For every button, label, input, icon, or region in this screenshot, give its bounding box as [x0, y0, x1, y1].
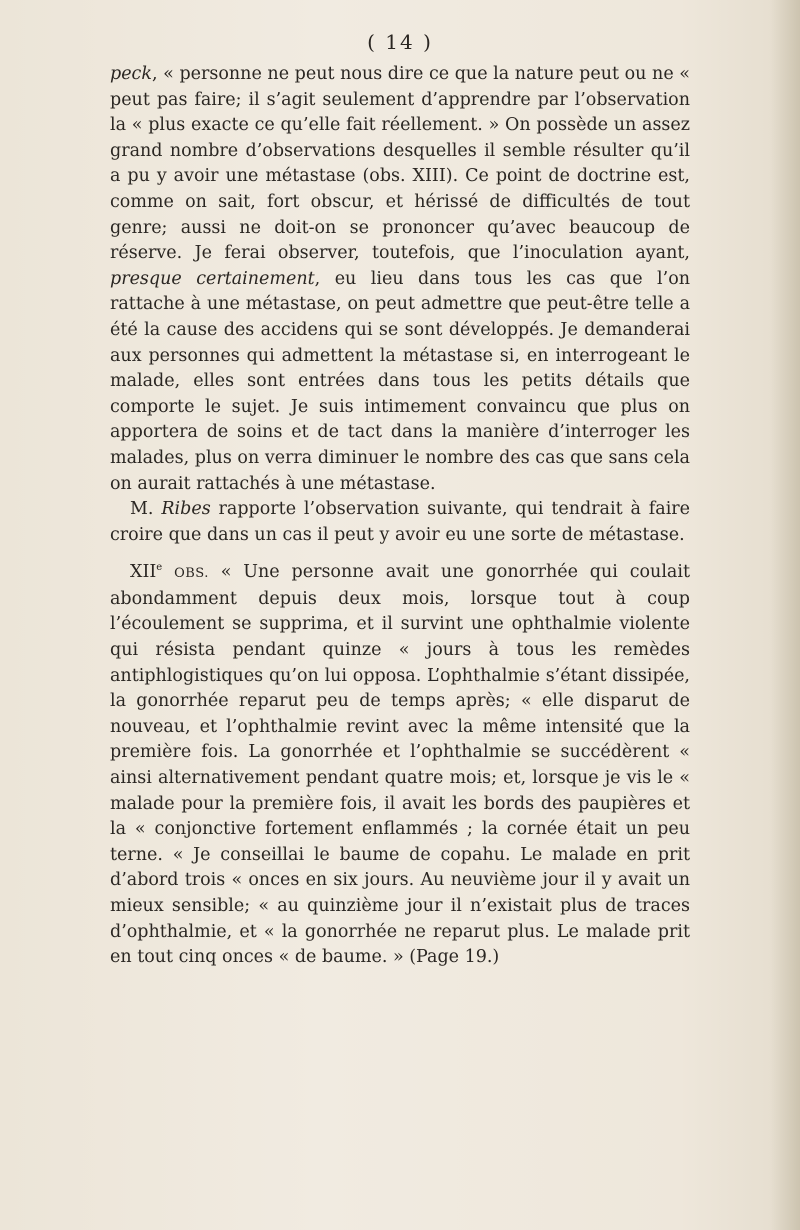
observation-number-suffix: e — [156, 562, 163, 574]
italic-word: peck — [110, 64, 152, 84]
observation-number: XII — [130, 562, 157, 583]
italic-phrase: presque certainement — [110, 268, 315, 289]
page-number: ( 14 ) — [367, 30, 433, 54]
text-run: , « personne ne peut nous dire ce que la nature peut ou ne « peut pas faire; il s’agit seulement d’apprendre par l’observation la « plus exacte ce qu’elle fait réellement. » On possède un assez grand nombre d’observations desquelles il semble résulter qu’il a pu y avoir une métastase (obs. XIII). Ce point de doctrine est, comme on sait, fort obscur, et hérissé de difficultés de tout genre; aussi ne doit-on se prononcer qu’avec beaucoup de réserve. Je ferai observer, toutefois, que l’inoculation ayant, — [110, 64, 690, 264]
body-text — [110, 62, 690, 971]
page-edge-shadow — [770, 0, 800, 1230]
paragraph-1 — [110, 62, 690, 497]
text-run: M. — [130, 499, 162, 520]
text-run: rapporte l’observation suivante, qui tendrait à faire croire que dans un cas il peut y avoir eu une sorte de métastase. — [110, 499, 691, 545]
observation-label: OBS. — [174, 566, 209, 582]
text-run: , eu lieu dans tous les cas que l’on rattache à une métastase, on peut admettre que peut-être telle a été la cause des accidens qui se sont développés. Je demanderai aux personnes qui admettent la métastase si, en interrogeant le malade, elles sont entrées dans tous les petits détails que comporte le sujet. Je suis intimement convaincu que plus on apportera de soins et de tact dans la manière d’interroger les malades, plus on verra diminuer le nombre des cas que sans cela on aurait rattachés à une métastase. — [110, 268, 691, 494]
observation-paragraph — [110, 560, 690, 971]
paragraph-2 — [110, 497, 690, 548]
author-name: Ribes — [161, 499, 211, 520]
observation-text: « Une personne avait une gonorrhée qui coulait abondamment depuis deux mois, lorsque tout à coup l’écoulement se supprima, et il survint une ophthalmie violente qui résista pendant quinze « jours à tous les remèdes antiphlogistiques qu’on lui opposa. L’ophthalmie s’étant dissipée, la gonorrhée reparut peu de temps après; « elle disparut de nouveau, et l’ophthalmie revint avec la même intensité que la première fois. La gonorrhée et l’ophthalmie se succédèrent « ainsi alternativement pendant quatre mois; et, lorsque je vis le « malade pour la première fois, il avait les bords des paupières et la « conjonctive fortement enflammés ; la cornée était un peu terne. « Je conseillai le baume de copahu. Le malade en prit d’abord trois « onces en six jours. Au neuvième jour il y avait un mieux sensible; « au quinzième jour il n’existait plus de traces d’ophthalmie, et « la gonorrhée ne reparut plus. Le malade prit en tout cinq onces « de baume. » (Page 19.) — [110, 562, 690, 968]
